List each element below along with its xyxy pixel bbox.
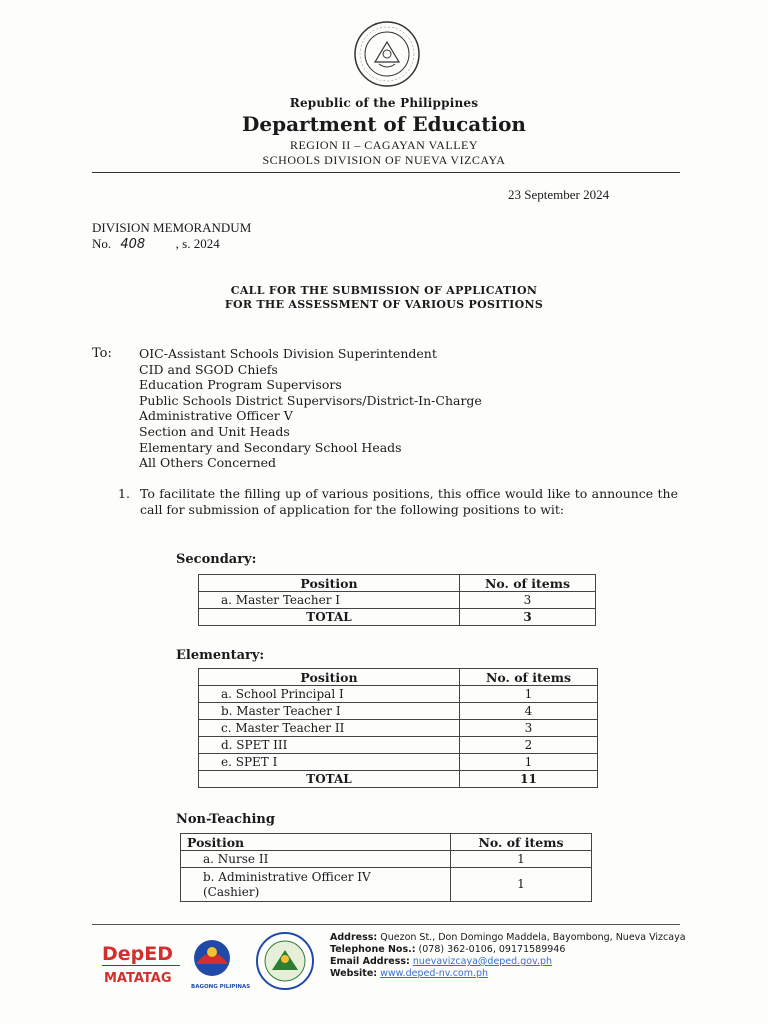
deped-logo-text: DepED — [102, 943, 174, 965]
paragraph-1 — [118, 486, 678, 518]
memo-no-label: No. — [92, 236, 112, 251]
paragraph-number: 1. — [118, 486, 130, 501]
footer-contact — [330, 932, 686, 980]
address-label: Address: — [330, 932, 378, 943]
table-total-row — [199, 609, 596, 626]
recipient: CID and SGOD Chiefs — [139, 361, 278, 377]
total-value: 3 — [460, 609, 596, 626]
items-cell: 1 — [451, 851, 592, 868]
items-cell: 4 — [460, 703, 598, 720]
memo-title: DIVISION MEMORANDUM — [92, 220, 252, 235]
position-cell — [181, 868, 451, 902]
website-link[interactable]: www.deped-nv.com.ph — [380, 968, 489, 979]
elementary-table — [198, 668, 598, 788]
table-row — [199, 754, 598, 771]
position-cell: a. School Principal I — [199, 686, 460, 703]
nonteaching-heading: Non-Teaching — [176, 812, 275, 827]
secondary-table — [198, 574, 596, 626]
secondary-heading: Secondary: — [176, 552, 257, 567]
phone-value: (078) 362-0106, 09171589946 — [418, 944, 566, 955]
table-row — [199, 686, 598, 703]
table-header-row — [199, 669, 598, 686]
column-header-position: Position — [199, 575, 460, 592]
position-cell: a. Master Teacher I — [199, 592, 460, 609]
recipient: Education Program Supervisors — [139, 377, 342, 393]
table-header-row — [199, 575, 596, 592]
footer-phone — [330, 944, 686, 956]
department-heading: Department of Education — [242, 112, 526, 136]
recipient: All Others Concerned — [139, 455, 277, 471]
column-header-position: Position — [199, 669, 460, 686]
column-header-items: No. of items — [460, 669, 598, 686]
bagong-pilipinas-logo — [191, 940, 250, 990]
table-row — [181, 868, 592, 902]
region-heading: REGION II – CAGAYAN VALLEY — [289, 138, 479, 152]
deped-matatag-logo — [102, 943, 180, 986]
email-label: Email Address: — [330, 956, 410, 967]
deped-seal-icon — [353, 20, 421, 88]
address-value: Quezon St., Don Domingo Maddela, Bayombong, Nueva Vizcaya — [380, 932, 686, 943]
email-link[interactable]: nuevavizcaya@deped.gov.ph — [412, 956, 553, 967]
subject-line-1: CALL FOR THE SUBMISSION OF APPLICATION — [230, 284, 538, 297]
memo-series: , s. 2024 — [175, 236, 220, 251]
recipient: Administrative Officer V — [139, 408, 293, 424]
column-header-items: No. of items — [460, 575, 596, 592]
website-label: Website: — [330, 968, 378, 979]
position-cell: b. Master Teacher I — [199, 703, 460, 720]
position-cell: e. SPET I — [199, 754, 460, 771]
table-row — [199, 737, 598, 754]
memo-number-line — [92, 236, 220, 252]
position-cell: c. Master Teacher II — [199, 720, 460, 737]
elementary-heading: Elementary: — [176, 648, 265, 663]
items-cell: 3 — [460, 720, 598, 737]
position-line-1: b. Administrative Officer IV — [203, 869, 371, 884]
bagong-pilipinas-text: BAGONG PILIPINAS — [191, 984, 251, 990]
position-cell: d. SPET III — [199, 737, 460, 754]
recipient-list — [139, 346, 482, 471]
footer-divider — [92, 924, 680, 925]
paragraph-text: To facilitate the filling up of various positions, this office would like to announce the call for submission of application for the following positions to wit: — [140, 486, 678, 517]
position-cell: a. Nurse II — [181, 851, 451, 868]
total-label: TOTAL — [199, 771, 460, 788]
phone-label: Telephone Nos.: — [330, 944, 416, 955]
items-cell: 2 — [460, 737, 598, 754]
memo-date: 23 September 2024 — [508, 187, 610, 202]
column-header-items: No. of items — [451, 834, 592, 851]
table-row — [199, 720, 598, 737]
recipient: Elementary and Secondary School Heads — [139, 439, 402, 455]
subject-line-2: FOR THE ASSESSMENT OF VARIOUS POSITIONS — [224, 298, 544, 311]
total-value: 11 — [460, 771, 598, 788]
footer-logos — [100, 930, 325, 992]
footer-address — [330, 932, 686, 944]
memo-number: 408 — [120, 237, 146, 252]
items-cell: 1 — [460, 686, 598, 703]
items-cell: 3 — [460, 592, 596, 609]
division-seal-icon — [257, 933, 313, 989]
table-total-row — [199, 771, 598, 788]
division-heading: SCHOOLS DIVISION OF NUEVA VIZCAYA — [262, 153, 506, 167]
recipient: OIC-Assistant Schools Division Superintendent — [139, 346, 437, 361]
republic-heading: Republic of the Philippines — [289, 96, 479, 110]
table-header-row — [181, 834, 592, 851]
matatag-logo-text: MATATAG — [104, 971, 172, 986]
column-header-position: Position — [181, 834, 451, 851]
table-row — [199, 592, 596, 609]
table-row — [181, 851, 592, 868]
footer-email — [330, 956, 686, 968]
items-cell: 1 — [460, 754, 598, 771]
total-label: TOTAL — [199, 609, 460, 626]
nonteaching-table — [180, 833, 592, 902]
to-label: To: — [92, 346, 112, 361]
header-divider — [92, 172, 680, 173]
items-cell: 1 — [451, 868, 592, 902]
recipient: Public Schools District Supervisors/District-In-Charge — [139, 392, 482, 408]
position-line-2: (Cashier) — [203, 884, 260, 899]
recipient: Section and Unit Heads — [139, 423, 290, 439]
footer-website — [330, 968, 686, 980]
table-row — [199, 703, 598, 720]
